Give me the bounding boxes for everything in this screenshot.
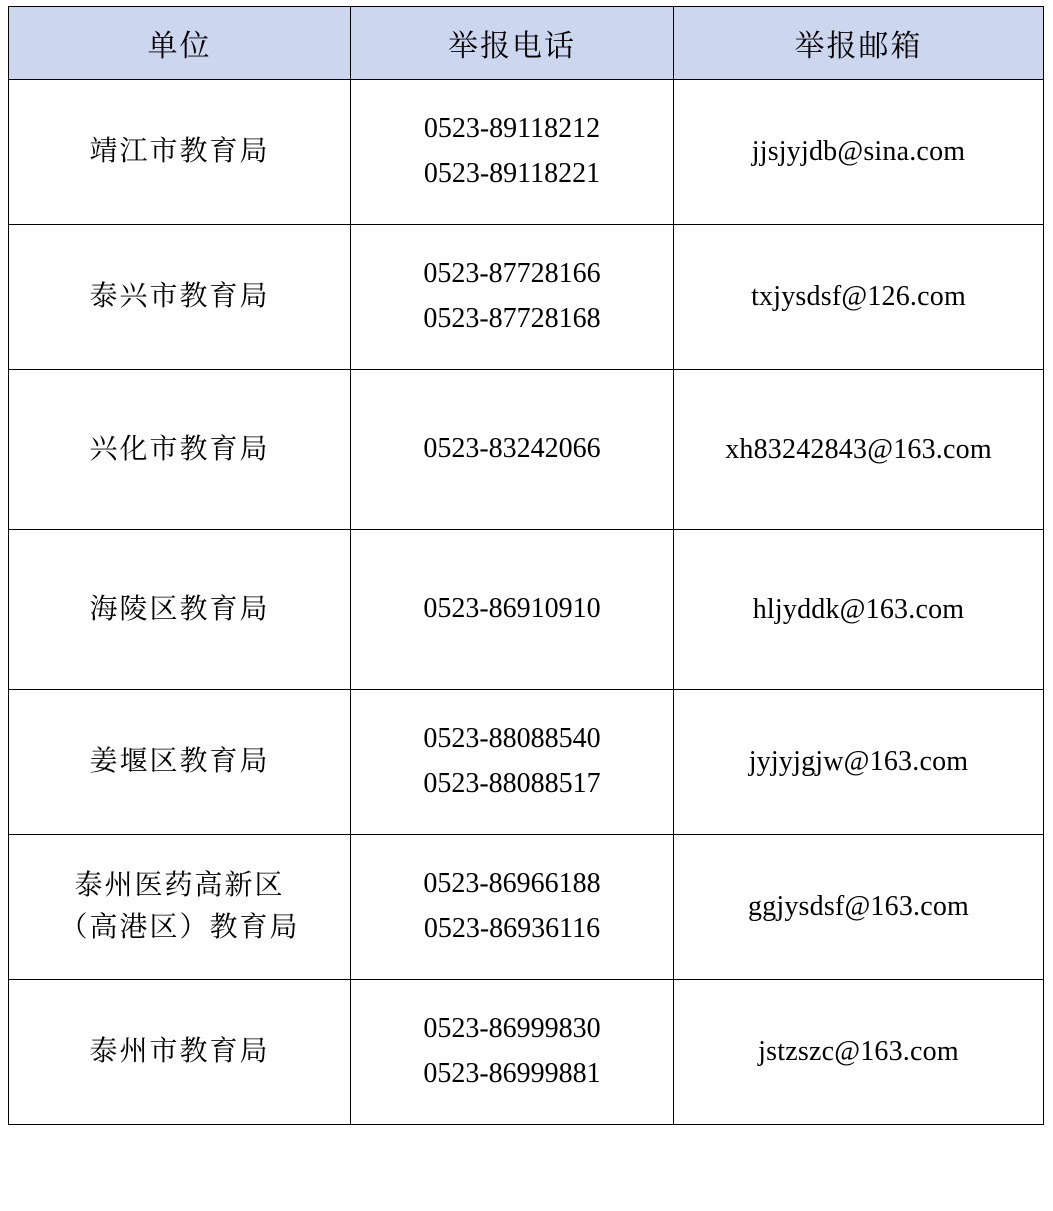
- cell-unit: [9, 835, 351, 980]
- phone-number: 0523-86999830: [423, 1013, 601, 1045]
- cell-unit: [9, 690, 351, 835]
- cell-phone: [351, 835, 674, 980]
- cell-phone: [351, 530, 674, 690]
- cell-email: jstzszc@163.com: [674, 980, 1044, 1125]
- unit-line: 兴化市教育局: [89, 433, 270, 465]
- cell-email: jjsjyjdb@sina.com: [674, 80, 1044, 225]
- cell-email: jyjyjgjw@163.com: [674, 690, 1044, 835]
- cell-phone: [351, 690, 674, 835]
- reporting-contacts-table: [8, 6, 1044, 1125]
- cell-unit: [9, 225, 351, 370]
- phone-number: 0523-83242066: [423, 433, 601, 465]
- phone-number: 0523-89118212: [423, 113, 601, 145]
- unit-line: 泰兴市教育局: [89, 281, 270, 312]
- table-row: [9, 225, 1044, 370]
- unit-line: （高港区）教育局: [59, 912, 300, 943]
- unit-line: 泰州医药高新区: [74, 870, 285, 901]
- phone-number: 0523-89118221: [423, 158, 601, 189]
- phone-number: 0523-88088540: [423, 723, 601, 755]
- phone-number: 0523-86999881: [423, 1058, 601, 1089]
- table-row: [9, 835, 1044, 980]
- cell-unit: [9, 530, 351, 690]
- cell-email: hljyddk@163.com: [674, 530, 1044, 690]
- cell-unit: [9, 370, 351, 530]
- table-header-row: [9, 7, 1044, 80]
- cell-unit: [9, 80, 351, 225]
- table-body: [9, 80, 1044, 1125]
- table-row: [9, 690, 1044, 835]
- cell-phone: [351, 980, 674, 1125]
- table-row: [9, 370, 1044, 530]
- cell-email: ggjysdsf@163.com: [674, 835, 1044, 980]
- unit-line: 泰州市教育局: [89, 1036, 270, 1067]
- table-row: [9, 980, 1044, 1125]
- unit-line: 姜堰区教育局: [89, 746, 270, 777]
- cell-phone: [351, 225, 674, 370]
- column-header-email: 举报邮箱: [674, 7, 1044, 80]
- cell-unit: [9, 980, 351, 1125]
- table-row: [9, 530, 1044, 690]
- table-header: [9, 7, 1044, 80]
- column-header-phone: 举报电话: [351, 7, 674, 80]
- cell-email: txjysdsf@126.com: [674, 225, 1044, 370]
- unit-line: 海陵区教育局: [89, 593, 270, 625]
- table-row: [9, 80, 1044, 225]
- cell-email: xh83242843@163.com: [674, 370, 1044, 530]
- phone-number: 0523-87728168: [423, 303, 601, 334]
- phone-number: 0523-87728166: [423, 258, 601, 290]
- phone-number: 0523-86966188: [423, 868, 601, 900]
- phone-number: 0523-88088517: [423, 768, 601, 799]
- unit-line: 靖江市教育局: [89, 136, 270, 167]
- column-header-unit: 单位: [9, 7, 351, 80]
- phone-number: 0523-86910910: [423, 593, 601, 625]
- phone-number: 0523-86936116: [423, 913, 601, 944]
- cell-phone: [351, 80, 674, 225]
- cell-phone: [351, 370, 674, 530]
